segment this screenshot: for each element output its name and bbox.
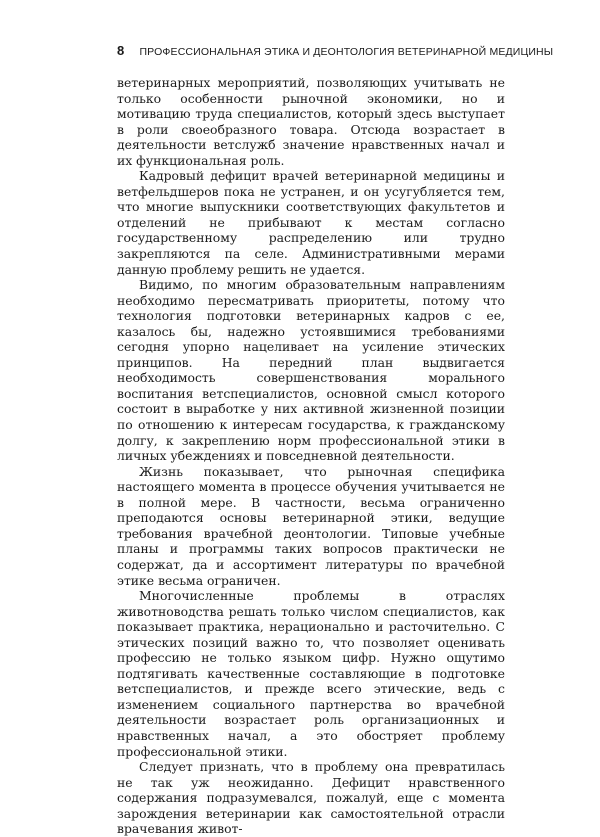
running-title: ПРОФЕССИОНАЛЬНАЯ ЭТИКА И ДЕОНТОЛОГИЯ ВЕТЕРИНАРНОЙ МЕДИЦИНЫ bbox=[139, 46, 554, 58]
paragraph: Жизнь показывает, что рыночная специфика настоящего момента в процессе обучения учитывается не в полной мере. В частности, весьма ограниченно преподаются основы ветеринарной этики, ведущие требования врачебной деонтологии. Типовые учебные планы и программы таких вопросов практически не содержат, да и ассортимент литературы по врачебной этике весьма ограничен. bbox=[117, 463, 505, 588]
body-text bbox=[117, 75, 505, 837]
paragraph: Следует признать, что в проблему она превратилась не так уж неожиданно. Дефицит нравственного содержания подразумевался, пожалуй, еще с момента зарождения ветеринарии как самостоятельной отрасли врачевания живот- bbox=[117, 759, 505, 837]
running-header bbox=[117, 43, 554, 58]
paragraph: ветеринарных мероприятий, позволяющих учитывать не только особенности рыночной экономики, но и мотивацию труда специалистов, который здесь выступает в роли своеобразного товара. Отсюда возрастает в деятельности ветслужб значение нравственных начал и их функциональная роль. bbox=[117, 75, 505, 168]
paragraph: Кадровый дефицит врачей ветеринарной медицины и ветфельдшеров пока не устранен, и он усугубляется тем, что многие выпускники соответствующих факультетов и отделений не прибывают к местам согласно государственному распределению или трудно закрепляются па селе. Административными мерами данную проблему решить не удается. bbox=[117, 168, 505, 277]
page-number: 8 bbox=[117, 43, 125, 58]
paragraph: Многочисленные проблемы в отраслях животноводства решать только числом специалистов, как показывает практика, нерационально и расточительно. С этических позиций важно то, что позволяет оценивать профессию не только языком цифр. Нужно ощутимо подтягивать качественные составляющие в подготовке ветспециалистов, и прежде всего этические, ведь с изменением социального партнерства во врачебной деятельности возрастает роль организационных и нравственных начал, а это обостряет проблему профессиональной этики. bbox=[117, 588, 505, 759]
paragraph: Видимо, по многим образовательным направлениям необходимо пересматривать приоритеты, потому что технология подготовки ветеринарных кадров с ее, казалось бы, надежно устоявшимися требованиями сегодня упорно нацеливает на усиление этических принципов. На передний план выдвигается необходимость совершенствования морального воспитания ветспециалистов, основной смысл которого состоит в выработке у них активной жизненной позиции по отношению к интересам государства, к гражданскому долгу, к закреплению норм профессиональной этики в личных убеждениях и повседневной деятельности. bbox=[117, 277, 505, 464]
